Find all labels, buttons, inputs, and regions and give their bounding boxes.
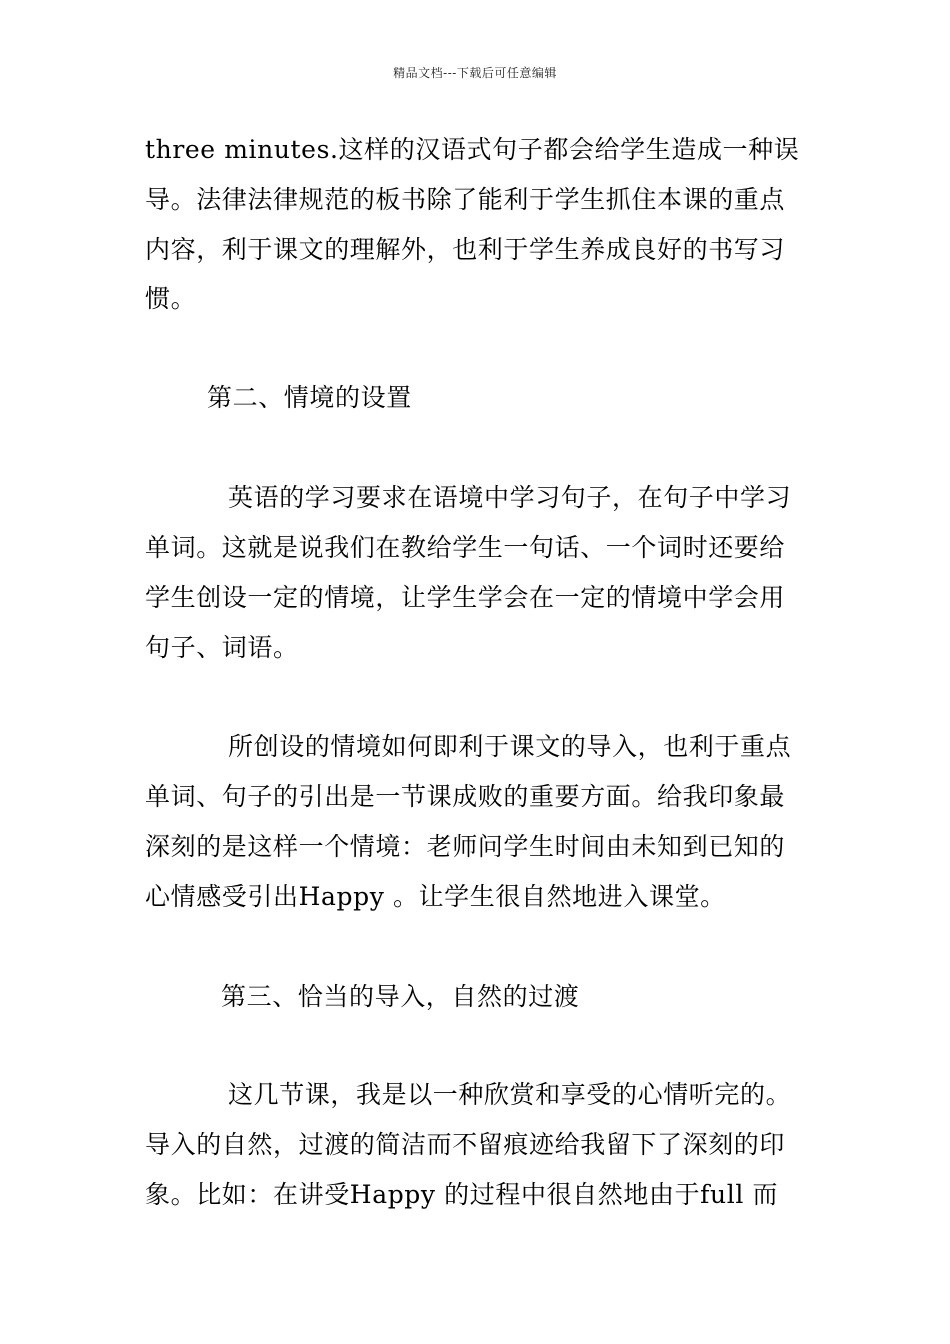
paragraph-line: 单词。这就是说我们在教给学生一句话、一个词时还要给 bbox=[145, 533, 786, 562]
paragraph-line: 单词、句子的引出是一节课成败的重要方面。给我印象最 bbox=[145, 782, 786, 811]
paragraph-line: 内容，利于课文的理解外，也利于学生养成良好的书写习 bbox=[145, 235, 786, 264]
paragraph-line: 句子、词语。 bbox=[145, 633, 299, 662]
paragraph-line: 深刻的是这样一个情境：老师问学生时间由未知到已知的 bbox=[145, 832, 786, 861]
paragraph-line: 导入的自然，过渡的简洁而不留痕迹给我留下了深刻的印 bbox=[145, 1130, 786, 1159]
paragraph-line: 象。比如：在讲受Happy 的过程中很自然地由于full 而 bbox=[145, 1180, 779, 1209]
paragraph-line: three minutes.这样的汉语式句子都会给学生造成一种误 bbox=[145, 135, 800, 164]
paragraph-line: 学生创设一定的情境，让学生学会在一定的情境中学会用 bbox=[145, 583, 786, 612]
paragraph-line: 心情感受引出Happy 。让学生很自然地进入课堂。 bbox=[145, 882, 726, 911]
paragraph-line: 惯。 bbox=[145, 284, 197, 313]
paragraph-line: 英语的学习要求在语境中学习句子，在句子中学习 bbox=[228, 483, 792, 512]
section-heading: 第三、恰当的导入，自然的过渡 bbox=[221, 982, 580, 1011]
section-heading: 第二、情境的设置 bbox=[207, 383, 412, 412]
page-header: 精品文档---下载后可任意编辑 bbox=[393, 66, 557, 80]
paragraph-line: 这几节课，我是以一种欣赏和享受的心情听完的。 bbox=[228, 1080, 792, 1109]
paragraph-line: 导。法律法律规范的板书除了能利于学生抓住本课的重点 bbox=[145, 185, 786, 214]
paragraph-line: 所创设的情境如何即利于课文的导入，也利于重点 bbox=[228, 732, 792, 761]
